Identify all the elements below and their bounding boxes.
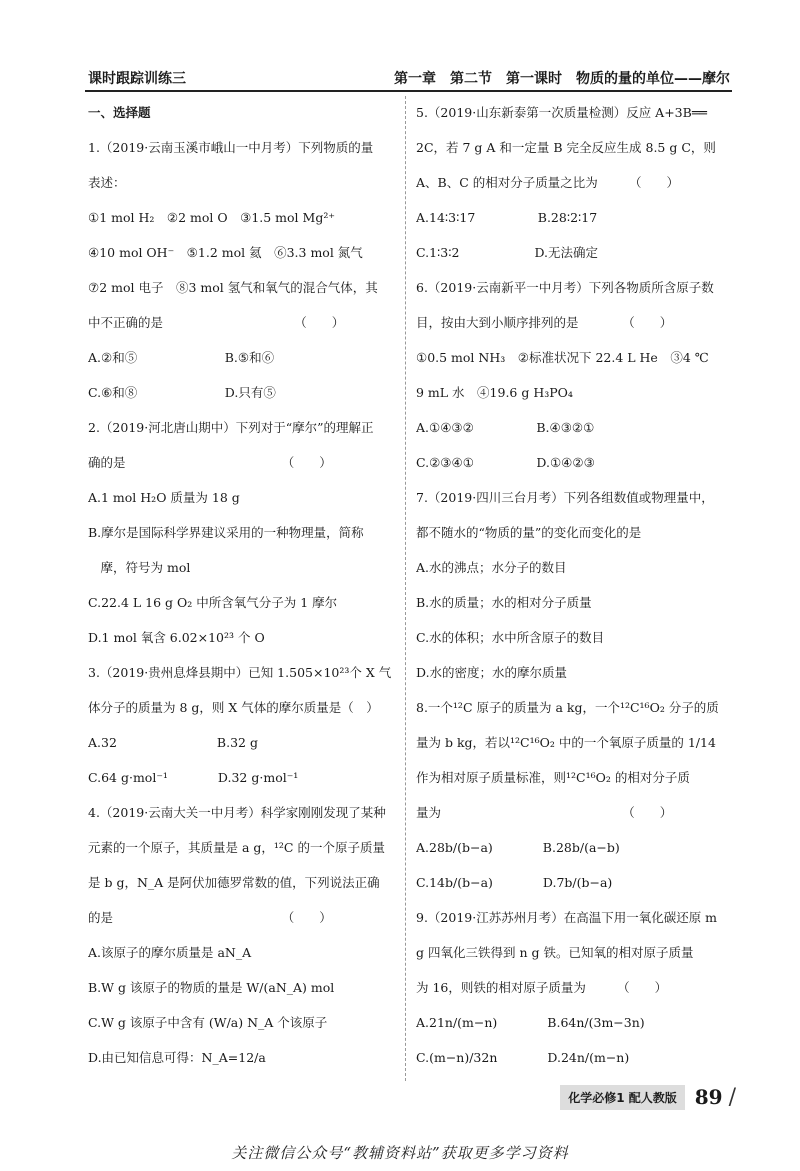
text-line: A.14∶3∶17 B.28∶2∶17 — [416, 210, 598, 225]
text-line: 6.（2019·云南新平一中月考）下列各物质所含原子数 — [416, 280, 714, 295]
text-line: A.32 B.32 g — [88, 735, 258, 750]
text-line: 的是 （ ） — [88, 910, 332, 925]
text-line: 2.（2019·河北唐山期中）下列对于“摩尔”的理解正 — [88, 420, 374, 435]
text-line: A.28b/(b−a) B.28b/(a−b) — [416, 840, 620, 855]
text-line: 8.一个¹²C 原子的质量为 a kg，一个¹²C¹⁶O₂ 分子的质 — [416, 700, 719, 715]
text-line: C.W g 该原子中含有 (W/a) N_A 个该原子 — [88, 1015, 328, 1030]
text-line: D.1 mol 氧含 6.02×10²³ 个 O — [88, 630, 265, 645]
text-line: 量为 b kg，若以¹²C¹⁶O₂ 中的一个氧原子质量的 1/14 — [416, 735, 716, 750]
text-line: 元素的一个原子，其质量是 a g，¹²C 的一个原子质量 — [88, 840, 385, 855]
left-column — [88, 95, 396, 1075]
text-line: C.1∶3∶2 D.无法确定 — [416, 245, 599, 260]
text-line: 9.（2019·江苏苏州月考）在高温下用一氧化碳还原 m — [416, 910, 718, 925]
text-line: ⑦2 mol 电子 ⑧3 mol 氢气和氧气的混合气体，其 — [88, 280, 378, 295]
lesson-title: 课时跟踪训练三 — [88, 71, 186, 87]
text-line: 体分子的质量为 8 g，则 X 气体的摩尔质量是（ ） — [88, 700, 379, 715]
text-line: D.由已知信息可得：N_A=12/a — [88, 1050, 266, 1065]
text-line: C.②③④① D.①④②③ — [416, 455, 595, 470]
text-line: C.(m−n)/32n D.24n/(m−n) — [416, 1050, 630, 1065]
text-line: B.水的质量；水的相对分子质量 — [416, 595, 592, 610]
text-line: C.14b/(b−a) D.7b/(b−a) — [416, 875, 613, 890]
text-line: C.⑥和⑧ D.只有⑤ — [88, 385, 276, 400]
text-line: 一、选择题 — [88, 105, 151, 120]
text-line: 4.（2019·云南大关一中月考）科学家刚刚发现了某种 — [88, 805, 386, 820]
page-number: 89 — [694, 1085, 723, 1109]
text-line: 摩，符号为 mol — [88, 560, 191, 575]
text-line: ①1 mol H₂ ②2 mol O ③1.5 mol Mg²⁺ — [88, 210, 335, 225]
text-line: 1.（2019·云南玉溪市峨山一中月考）下列物质的量 — [88, 140, 374, 155]
text-line: 中不正确的是 （ ） — [88, 315, 345, 330]
text-line: B.W g 该原子的物质的量是 W/(aN_A) mol — [88, 980, 335, 995]
chapter-title: 第一章 第二节 第一课时 物质的量的单位——摩尔 — [394, 71, 730, 87]
footer-badge — [560, 1082, 736, 1112]
text-line: 作为相对原子质量标准，则¹²C¹⁶O₂ 的相对分子质 — [416, 770, 690, 785]
text-line: A.水的沸点；水分子的数目 — [416, 560, 567, 575]
text-line: g 四氧化三铁得到 n g 铁。已知氧的相对原子质量 — [416, 945, 694, 960]
text-line: A.1 mol H₂O 质量为 18 g — [88, 490, 240, 505]
watermark-note: 关注微信公众号“教辅资料站”获取更多学习资料 — [231, 1144, 569, 1162]
text-line: A、B、C 的相对分子质量之比为 （ ） — [416, 175, 680, 190]
header-rule — [85, 90, 732, 92]
text-line: C.22.4 L 16 g O₂ 中所含氧气分子为 1 摩尔 — [88, 595, 338, 610]
text-line: 是 b g，N_A 是阿伏加德罗常数的值，下列说法正确 — [88, 875, 380, 890]
text-line: D.水的密度；水的摩尔质量 — [416, 665, 568, 680]
page-slash: / — [728, 1084, 736, 1110]
column-divider — [405, 96, 406, 1081]
text-line: 表述： — [88, 175, 126, 190]
text-line: 都不随水的“物质的量”的变化而变化的是 — [416, 525, 642, 540]
text-line: 确的是 （ ） — [88, 455, 332, 470]
book-edition: 化学必修1 配人教版 — [560, 1085, 685, 1110]
text-line: 5.（2019·山东新泰第一次质量检测）反应 A+3B══ — [416, 105, 707, 120]
text-line: 目，按由大到小顺序排列的是 （ ） — [416, 315, 673, 330]
text-line: 2C，若 7 g A 和一定量 B 完全反应生成 8.5 g C，则 — [416, 140, 716, 155]
text-line: 9 mL 水 ④19.6 g H₃PO₄ — [416, 385, 573, 400]
text-line: C.水的体积；水中所含原子的数目 — [416, 630, 605, 645]
text-line: ①0.5 mol NH₃ ②标准状况下 22.4 L He ③4 ℃ — [416, 350, 709, 365]
right-column — [416, 95, 724, 1075]
text-line: A.该原子的摩尔质量是 aN_A — [88, 945, 252, 960]
text-line: B.摩尔是国际科学界建议采用的一种物理量，简称 — [88, 525, 364, 540]
text-line: A.21n/(m−n) B.64n/(3m−3n) — [416, 1015, 645, 1030]
text-line: A.②和⑤ B.⑤和⑥ — [88, 350, 275, 365]
text-line: 7.（2019·四川三台月考）下列各组数值或物理量中， — [416, 490, 714, 505]
text-line: 量为 （ ） — [416, 805, 673, 820]
text-line: A.①④③② B.④③②① — [416, 420, 595, 435]
text-line: 为 16，则铁的相对原子质量为 （ ） — [416, 980, 668, 995]
text-line: C.64 g·mol⁻¹ D.32 g·mol⁻¹ — [88, 770, 299, 785]
text-line: ④10 mol OH⁻ ⑤1.2 mol 氦 ⑥3.3 mol 氮气 — [88, 245, 363, 260]
text-line: 3.（2019·贵州息烽县期中）已知 1.505×10²³个 X 气 — [88, 665, 392, 680]
